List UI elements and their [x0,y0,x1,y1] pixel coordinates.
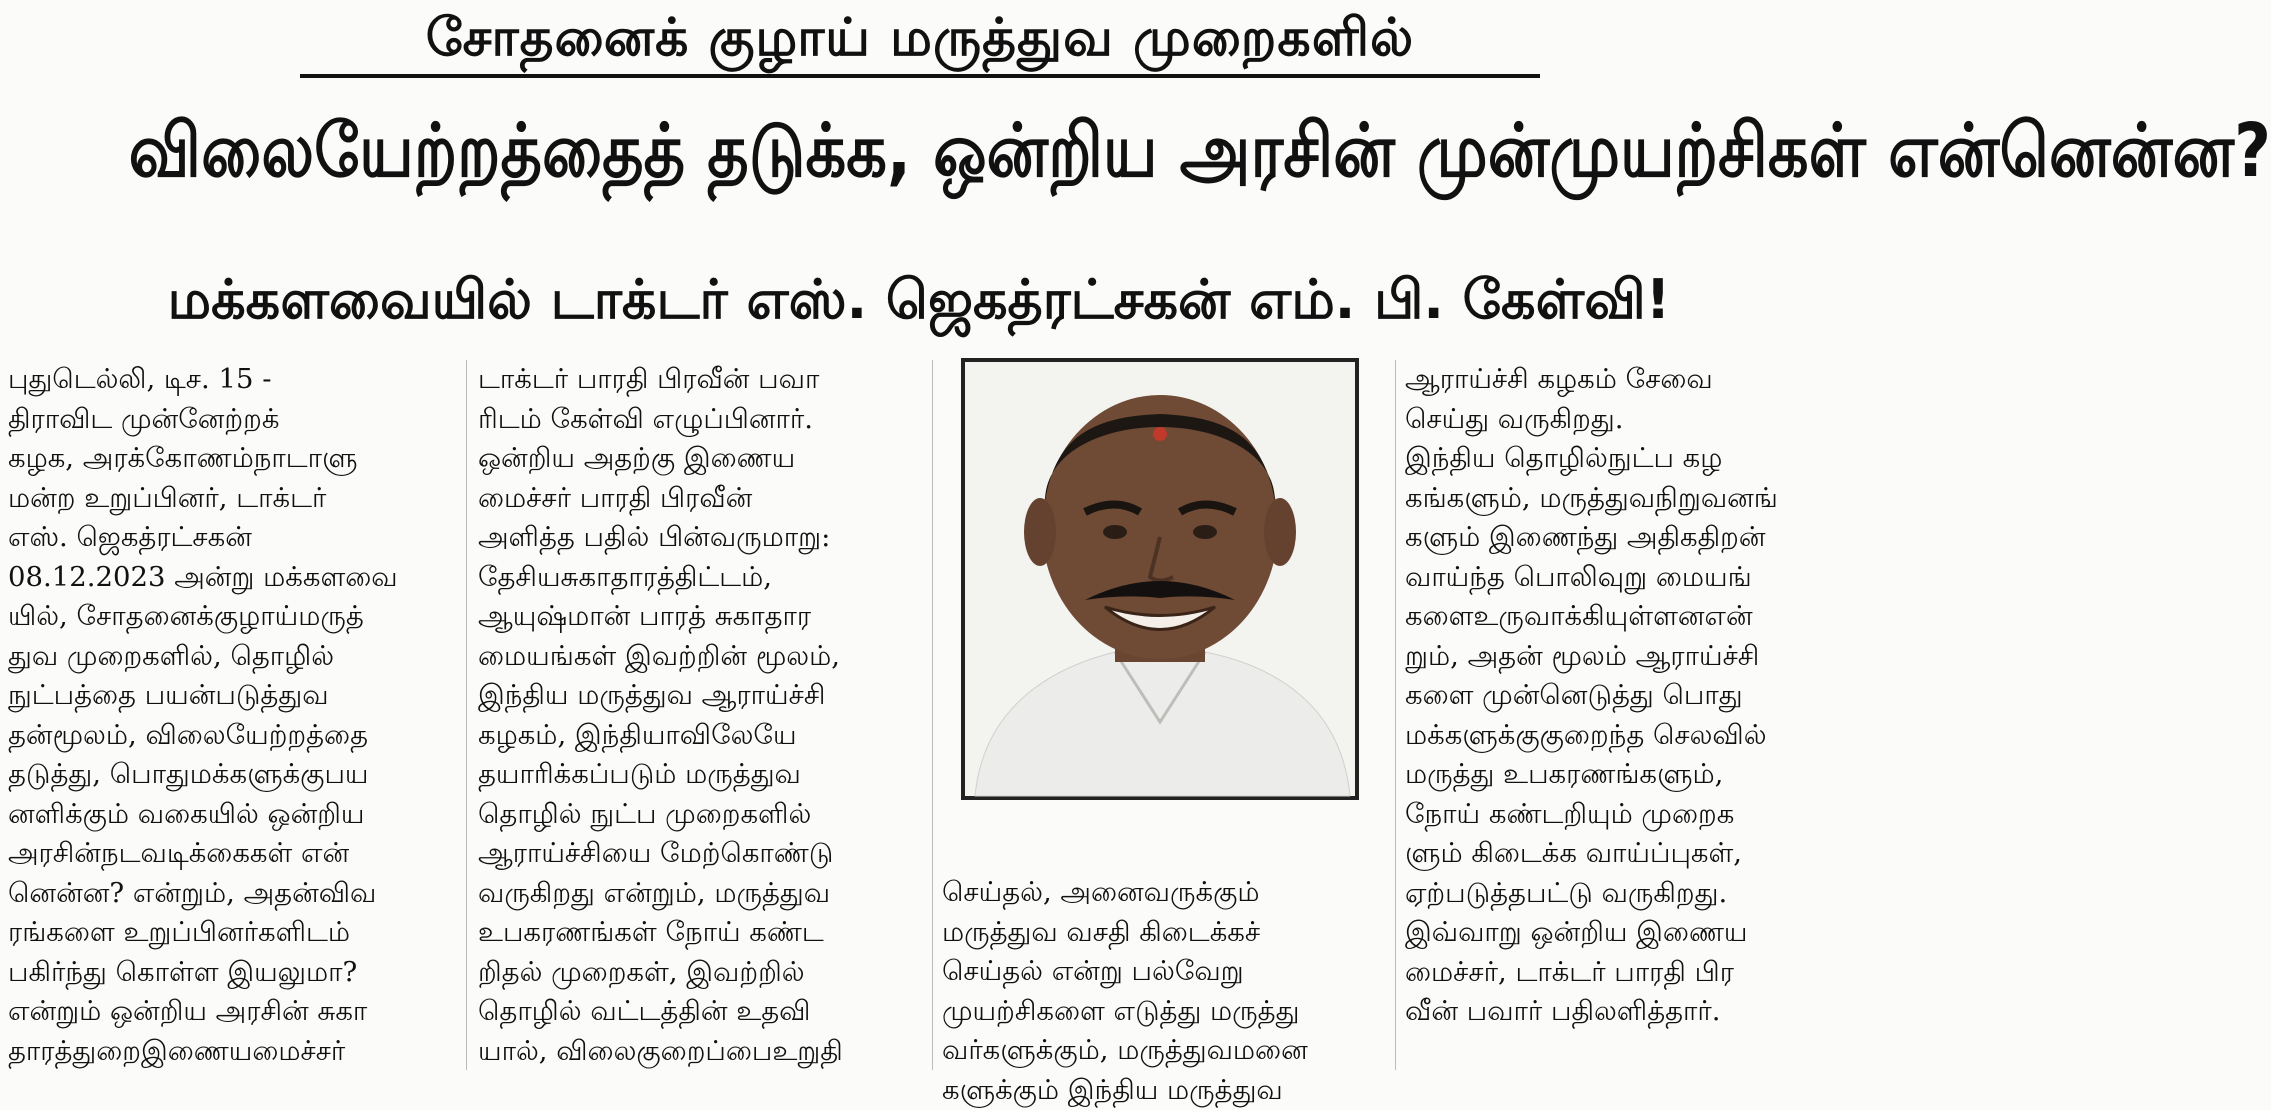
article-text-line: ஏற்படுத்தபட்டு வருகிறது. [1405,874,1850,914]
article-text-line: தொழில் வட்டத்தின் உதவி [478,992,923,1032]
article-text-line: களும் இணைந்து அதிகதிறன் [1405,518,1850,558]
article-text-line: அரசின்நடவடிக்கைகள் என் [8,834,453,874]
article-text-line: வர்களுக்கும், மருத்துவமனை [942,1031,1387,1071]
article-text-line: ரிடம் கேள்வி எழுப்பினார். [478,400,923,440]
column-divider [1395,360,1396,1070]
article-headline: விலையேற்றத்தைத் தடுக்க, ஒன்றிய அரசின் முன்முயற்சிகள் என்னென்ன? [129,96,1710,206]
article-text-line: றும், அதன் மூலம் ஆராய்ச்சி [1405,637,1850,677]
article-text-line: மைச்சர், டாக்டர் பாரதி பிர [1405,953,1850,993]
article-text-line: துவ முறைகளில், தொழில் [8,637,453,677]
kicker-underline [300,74,1540,78]
article-text-line: 08.12.2023 அன்று மக்களவை [8,558,453,598]
article-text-line: னளிக்கும் வகையில் ஒன்றிய [8,795,453,835]
article-text-line: மையங்கள் இவற்றின் மூலம், [478,637,923,677]
article-text-line: களைஉருவாக்கியுள்ளனஎன் [1405,597,1850,637]
portrait-photo [961,358,1359,800]
article-text-line: னென்ன? என்றும், அதன்விவ [8,874,453,914]
article-text-line: தாரத்துறைஇணையமைச்சர் [8,1032,453,1072]
article-text-line: நுட்பத்தை பயன்படுத்துவ [8,676,453,716]
article-text-line: தயாரிக்கப்படும் மருத்துவ [478,755,923,795]
article-text-line: அளித்த பதில் பின்வருமாறு: [478,518,923,558]
article-text-line: இந்திய மருத்துவ ஆராய்ச்சி [478,676,923,716]
article-text-line: கழக, அரக்கோணம்நாடாளு [8,439,453,479]
article-text-line: களை முன்னெடுத்து பொது [1405,676,1850,716]
article-text-line: எஸ். ஜெகத்ரட்சகன் [8,518,453,558]
article-text-line: உபகரணங்கள் நோய் கண்ட [478,913,923,953]
article-text-line: மருத்துவ வசதி கிடைக்கச் [942,913,1387,953]
article-kicker: சோதனைக் குழாய் மருத்துவ முறைகளில் [300,6,1540,70]
article-text-line: என்றும் ஒன்றிய அரசின் சுகா [8,992,453,1032]
article-text-line: நோய் கண்டறியும் முறைக [1405,795,1850,835]
article-text-line: ஆயுஷ்மான் பாரத் சுகாதார [478,597,923,637]
article-text-line: செய்து வருகிறது. [1405,400,1850,440]
article-text-line: பகிர்ந்து கொள்ள இயலுமா? [8,953,453,993]
article-column-4 [1405,360,1850,1032]
column-divider [932,360,933,1070]
article-text-line: செய்தல், அனைவருக்கும் [942,873,1387,913]
article-text-line: மைச்சர் பாரதி பிரவீன் [478,479,923,519]
article-text-line: தன்மூலம், விலையேற்றத்தை [8,716,453,756]
article-text-line: மக்களுக்குகுறைந்த செலவில் [1405,716,1850,756]
article-text-line: தொழில் நுட்ப முறைகளில் [478,795,923,835]
article-text-line: ஆராய்ச்சியை மேற்கொண்டு [478,834,923,874]
article-text-line: மன்ற உறுப்பினர், டாக்டர் [8,479,453,519]
article-text-line: வாய்ந்த பொலிவுறு மையங் [1405,558,1850,598]
article-text-line: றிதல் முறைகள், இவற்றில் [478,953,923,993]
article-text-line: இவ்வாறு ஒன்றிய இணைய [1405,913,1850,953]
article-text-line: செய்தல் என்று பல்வேறு [942,952,1387,992]
article-column-3 [942,873,1387,1110]
article-text-line: யில், சோதனைக்குழாய்மருத் [8,597,453,637]
article-text-line: புதுடெல்லி, டிச. 15 - [8,360,453,400]
article-text-line: மருத்து உபகரணங்களும், [1405,755,1850,795]
article-text-line: களுக்கும் இந்திய மருத்துவ [942,1071,1387,1110]
article-text-line: வருகிறது என்றும், மருத்துவ [478,874,923,914]
article-text-line: யால், விலைகுறைப்பைஉறுதி [478,1032,923,1072]
article-text-line: தேசியசுகாதாரத்திட்டம், [478,558,923,598]
portrait-illustration [965,362,1355,796]
article-text-line: டாக்டர் பாரதி பிரவீன் பவா [478,360,923,400]
article-text-line: கழகம், இந்தியாவிலேயே [478,716,923,756]
article-text-line: திராவிட முன்னேற்றக் [8,400,453,440]
column-divider [466,360,467,1070]
article-text-line: கங்களும், மருத்துவநிறுவனங் [1405,479,1850,519]
article-text-line: தடுத்து, பொதுமக்களுக்குபய [8,755,453,795]
article-column-1 [8,360,453,1071]
article-text-line: வீன் பவார் பதிலளித்தார். [1405,992,1850,1032]
article-text-line: இந்திய தொழில்நுட்ப கழ [1405,439,1850,479]
article-text-line: ளும் கிடைக்க வாய்ப்புகள், [1405,834,1850,874]
article-text-line: ஆராய்ச்சி கழகம் சேவை [1405,360,1850,400]
article-subheadline: மக்களவையில் டாக்டர் எஸ். ஜெகத்ரட்சகன் எம். பி. கேள்வி! [0,262,1838,338]
article-column-2 [478,360,923,1071]
article-text-line: ரங்களை உறுப்பினர்களிடம் [8,913,453,953]
article-text-line: ஒன்றிய அதற்கு இணைய [478,439,923,479]
article-text-line: முயற்சிகளை எடுத்து மருத்து [942,992,1387,1032]
